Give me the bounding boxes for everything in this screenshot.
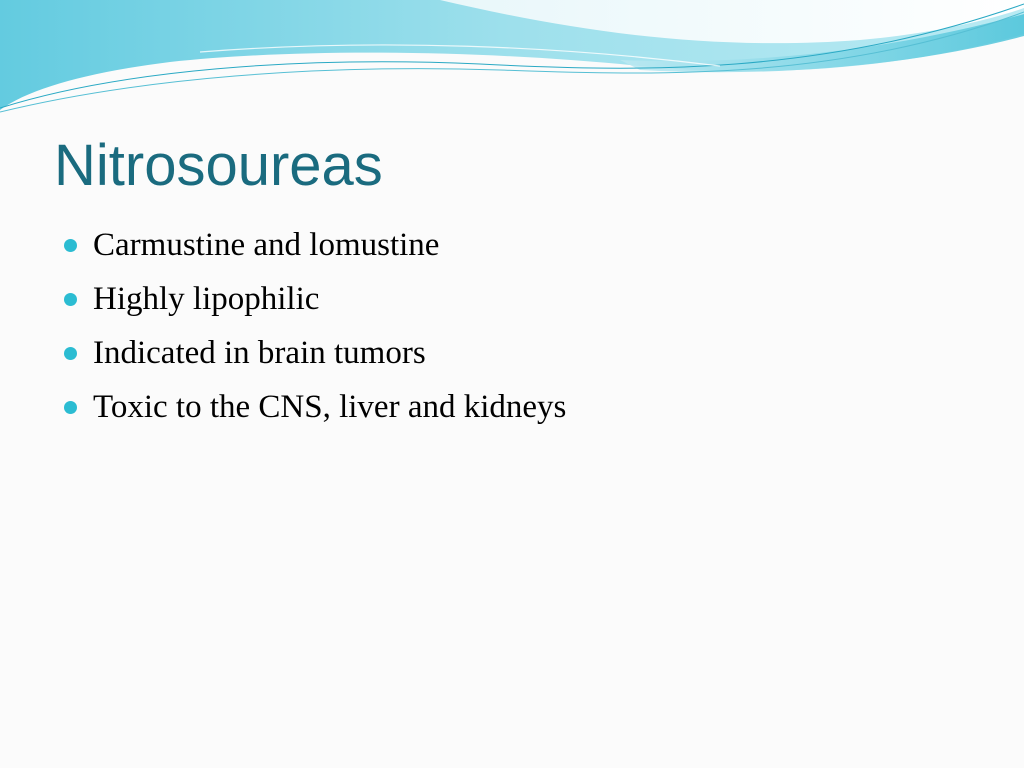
bullet-dot-icon (64, 293, 77, 306)
bullet-dot-icon (64, 239, 77, 252)
bullet-item (60, 218, 566, 272)
bullet-text: Highly lipophilic (93, 281, 320, 317)
bullet-text: Toxic to the CNS, liver and kidneys (93, 389, 567, 425)
bullet-list (60, 218, 566, 434)
bullet-text: Carmustine and lomustine (93, 227, 440, 263)
header-wave-decoration (0, 0, 1024, 130)
bullet-dot-icon (64, 347, 77, 360)
bullet-dot-icon (64, 401, 77, 414)
slide-title: Nitrosoureas (54, 133, 383, 198)
bullet-text: Indicated in brain tumors (93, 335, 426, 371)
bullet-item (60, 380, 566, 434)
bullet-item (60, 326, 566, 380)
bullet-item (60, 272, 566, 326)
